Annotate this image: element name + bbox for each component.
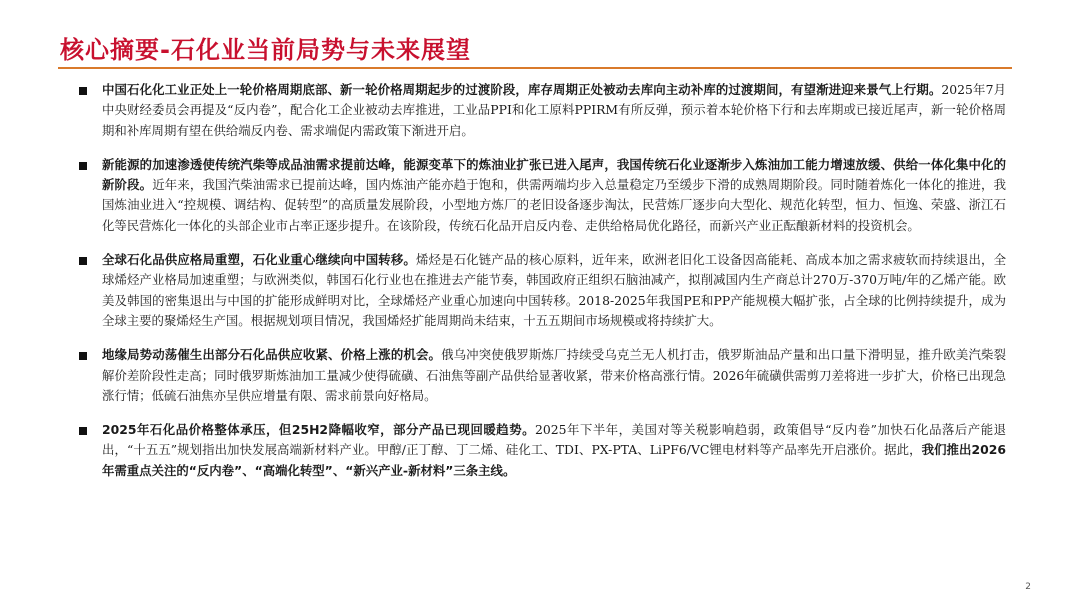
bullet-lead: 全球石化品供应格局重塑，石化业重心继续向中国转移。 [102,252,416,268]
bullet-lead: 地缘局势动荡催生出部分石化品供应收紧、价格上涨的机会。 [102,347,442,363]
square-bullet-icon [79,87,87,95]
title-divider [58,67,1012,69]
bullet-lead: 新能源的加速渗透使传统汽柴等成品油需求提前达峰，能源变革下的炼油业扩张已进入尾声，我国传统石化业逐渐步入炼油加工能力增速放缓、供给一体化集中化的新阶段。 [102,156,1006,193]
bullet-lead: 中国石化化工业正处上一轮价格周期底部、新一轮价格周期起步的过渡阶段，库存周期正处被动去库向主动补库的过渡期间，有望渐进迎来景气上行期。 [102,82,942,97]
bullet-text: 2025年下半年，美国对等关税影响趋弱，政策倡导“反内卷”加快石化品落后产能退出，“十五五”规划指出加快发展高端新材料产业。甲醇/正丁醇、丁二烯、硅化工、TDI、PX-PTA、LiPF6/VC锂电材料等产品率先开启涨价。据此， [102,422,1006,458]
square-bullet-icon [79,257,87,265]
bullet-emphasis: 我们推出2026年需重点关注的“反内卷”、“高端化转型”、“新兴产业-新材料”三条主线。 [102,442,1006,478]
bullet-item [76,250,1006,331]
bullet-lead: 2025年石化品价格整体承压，但25H2降幅收窄，部分产品已现回暖趋势。 [102,422,535,438]
bullet-text: 俄乌冲突使俄罗斯炼厂持续受乌克兰无人机打击，俄罗斯油品产量和出口量下滑明显，推升欧美汽柴裂解价差阶段性走高；同时俄罗斯炼油加工量减少使得硫磺、石油焦等副产品供给显著收紧，带来价格高涨行情。2026年硫磺供需剪刀差将进一步扩大，价格已出现急涨行情；低硫石油焦亦呈供应增量有限、需求前景向好格局。 [102,347,1006,403]
summary-body [76,80,1006,481]
page-number: 2 [1025,582,1031,592]
page-title: 核心摘要-石化业当前局势与未来展望 [60,36,471,64]
square-bullet-icon [79,427,87,435]
bullet-item [76,420,1006,481]
bullet-item [76,155,1006,236]
bullet-item [76,80,1006,141]
bullet-text: 2025年7月中央财经委员会再提及“反内卷”，配合化工企业被动去库推进，工业品PPI和化工原料PPIRM有所反弹，预示着本轮价格下行和去库期或已接近尾声，新一轮价格周期和补库周期有望在供给端反内卷、需求端促内需政策下渐进开启。 [102,82,1007,138]
square-bullet-icon [79,162,87,170]
bullet-text: 烯烃是石化链产品的核心原料，近年来，欧洲老旧化工设备因高能耗、高成本加之需求疲软而持续退出，全球烯烃产业格局加速重塑；与欧洲类似，韩国石化行业也在推进去产能节奏，韩国政府正组织石脑油减产，拟削减国内生产商总计270万-370万吨/年的乙烯产能。欧美及韩国的密集退出与中国的扩能形成鲜明对比，全球烯烃产业重心加速向中国转移。2018-2025年我国PE和PP产能规模大幅扩张，占全球的比例持续提升，成为全球主要的聚烯烃生产国。根据规划项目情况，我国烯烃扩能周期尚未结束，十五五期间市场规模或将持续扩大。 [102,252,1007,328]
square-bullet-icon [79,352,87,360]
bullet-item [76,345,1006,406]
bullet-text: 近年来，我国汽柴油需求已提前达峰，国内炼油产能亦趋于饱和，供需两端均步入总量稳定乃至缓步下滑的成熟周期阶段。同时随着炼化一体化的推进，我国炼油业进入“控规模、调结构、促转型”的高质量发展阶段，小型地方炼厂的老旧设备逐步淘汰，民营炼厂逐步向大型化、规范化转型，恒力、恒逸、荣盛、浙江石化等民营炼化一体化的头部企业市占率正逐步提升。在该阶段，传统石化品开启反内卷、走供给格局优化路径，而新兴产业正酝酿新材料的投资机会。 [102,177,1007,233]
